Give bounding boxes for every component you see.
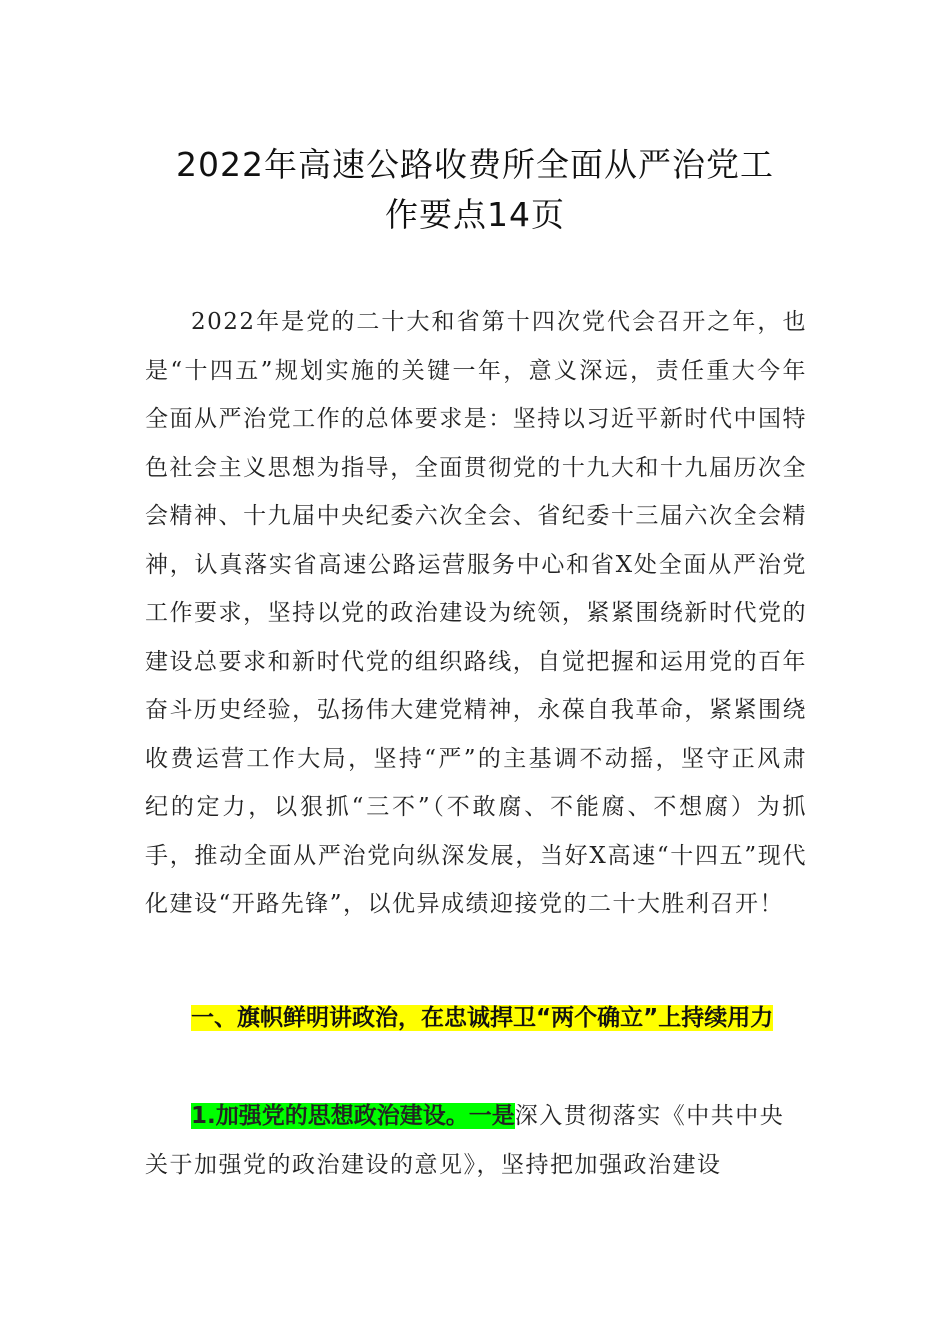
title-line-1: 2022年高速公路收费所全面从严治党工 xyxy=(176,145,774,184)
section-heading-1 xyxy=(145,994,807,1042)
item-1-label: 1.加强党的思想政治建设。一是 xyxy=(191,1103,515,1129)
item-1-text: 深入贯彻落实《中共中央关于加强党的政治建设的意见》，坚持把加强政治建设 xyxy=(145,1103,785,1178)
intro-paragraph: 2022年是党的二十大和省第十四次党代会召开之年，也是“十四五”规划实施的关键一年，意义深远，责任重大今年全面从严治党工作的总体要求是：坚持以习近平新时代中国特色社会主义思想为指导，全面贯彻党的十九大和十九届历次全会精神、十九届中央纪委六次全会、省纪委十三届六次全会精神，认真落实省高速公路运营服务中心和省X处全面从严治党工作要求，坚持以党的政治建设为统领，紧紧围绕新时代党的建设总要求和新时代党的组织路线，自觉把握和运用党的百年奋斗历史经验，弘扬伟大建党精神，永葆自我革命，紧紧围绕收费运营工作大局，坚持“严”的主基调不动摇，坚守正风肃纪的定力，以狠抓“三不”（不敢腐、不能腐、不想腐）为抓手，推动全面从严治党向纵深发展，当好X高速“十四五”现代化建设“开路先锋”，以优异成绩迎接党的二十大胜利召开！ xyxy=(145,309,807,917)
title-line-2: 作要点14页 xyxy=(385,195,565,234)
document-title xyxy=(140,140,810,240)
item-1-paragraph xyxy=(145,1092,807,1189)
section-heading-1-text: 一、旗帜鲜明讲政治，在忠诚捍卫“两个确立”上持续用力 xyxy=(191,1005,774,1031)
